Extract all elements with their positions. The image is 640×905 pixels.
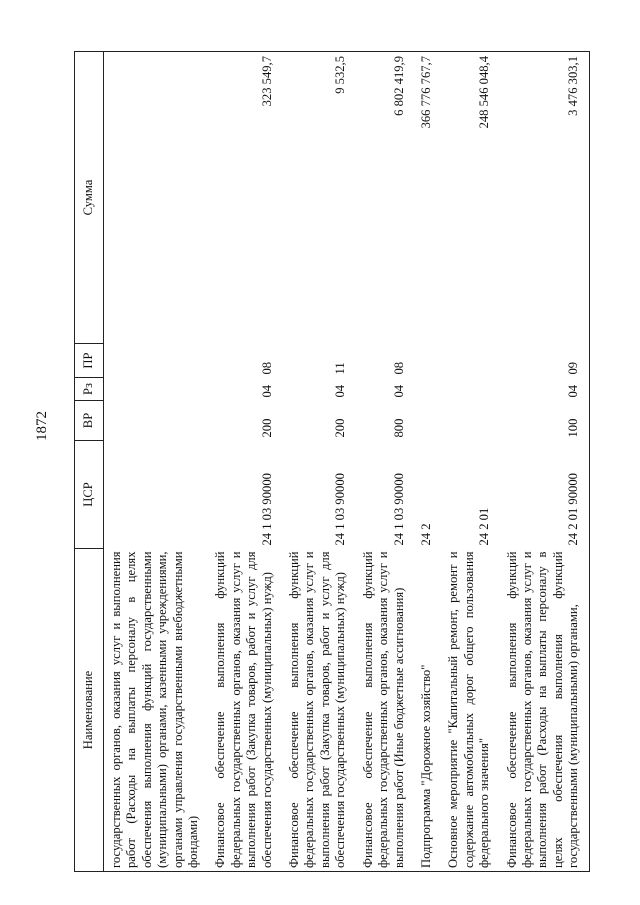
row-rz: 04 [500, 378, 590, 401]
row-sum: 6 802 419,9 [356, 52, 414, 344]
table-row [208, 52, 282, 872]
page-number: 1872 [34, 411, 50, 441]
row-vr: 200 [333, 418, 348, 438]
row-vr: 800 [391, 418, 406, 438]
table-row [414, 52, 441, 872]
table-row [282, 52, 356, 872]
row-csr: 24 1 03 90000 [391, 473, 406, 546]
table-row [356, 52, 414, 872]
header-csr: ЦСР [75, 441, 104, 549]
row-csr: 24 1 03 90000 [333, 473, 348, 546]
row-name: Подпрограмма "Дорожное хозяйство" [414, 549, 441, 872]
table-row [441, 52, 499, 872]
row-rz: 04 [333, 384, 348, 398]
header-pr: ПР [75, 344, 104, 378]
row-name: Финансовое обеспечение выполнения функций федеральных государственных органов, оказания услуг и выполнения работ (Закупка товаров, работ и услуг для обеспечения государственных (муниципальных) нужд) [208, 549, 282, 872]
row-pr: 09 [500, 344, 590, 378]
row-sum: 323 549,7 [208, 52, 282, 344]
header-vr: ВР [75, 401, 104, 441]
row-csr: 24 2 [418, 523, 433, 546]
row-rz [104, 378, 209, 401]
row-vr: 100 [500, 401, 590, 441]
row-sum: 248 546 048,4 [441, 52, 499, 344]
row-vr [441, 401, 499, 441]
row-csr [104, 441, 209, 549]
row-name: Финансовое обеспечение выполнения функций федеральных государственных органов, оказания услуг и выполнения работ (Закупка товаров, работ и услуг для обеспечения государственных (муниципальных) нужд) [282, 549, 356, 872]
table-row [500, 52, 590, 872]
row-rz: 04 [259, 384, 274, 398]
row-csr: 24 1 03 90000 [259, 473, 274, 546]
row-sum: 3 476 303,1 [500, 52, 590, 344]
row-csr: 24 2 01 90000 [500, 441, 590, 549]
row-pr: 08 [259, 361, 274, 375]
row-pr [441, 344, 499, 378]
row-vr: 200 [259, 418, 274, 438]
row-pr [414, 344, 441, 378]
row-pr: 08 [391, 361, 406, 375]
row-rz: 04 [391, 384, 406, 398]
table-header-row [75, 52, 104, 872]
budget-table [74, 51, 590, 872]
header-rz: Рз [75, 378, 104, 401]
row-csr: 24 2 01 [477, 507, 492, 546]
row-rz [414, 378, 441, 401]
header-sum: Сумма [75, 52, 104, 344]
table-row [104, 52, 209, 872]
row-name: Финансовое обеспечение выполнения функций федеральных государственных органов, оказания услуг и выполнения работ (Иные бюджетные ассигнования) [356, 549, 414, 872]
rotated-page-content [74, 52, 599, 872]
row-sum [104, 52, 209, 344]
row-vr [104, 401, 209, 441]
row-name: Финансовое обеспечение выполнения функций федеральных государственных органов, оказания услуг и выполнения работ (Расходы на выплаты персоналу в целях обеспечения выполнения функций государственными (муниципальными) органами, [500, 549, 590, 872]
header-name: Наименование [75, 549, 104, 872]
row-rz [441, 378, 499, 401]
row-name: государственных органов, оказания услуг и выполнения работ (Расходы на выплаты персоналу в целях обеспечения выполнения функций государственными (муниципальными) органами, казенными учреждениями, органами управления государственными внебюджетными фондами) [104, 549, 209, 872]
row-sum: 366 776 767,7 [414, 52, 441, 344]
row-pr [104, 344, 209, 378]
row-sum: 9 532,5 [282, 52, 356, 344]
row-pr: 11 [333, 362, 348, 375]
row-name: Основное мероприятие "Капитальный ремонт, ремонт и содержание автомобильных дорог общего пользования федерального значения" [441, 549, 499, 872]
row-vr [414, 401, 441, 441]
